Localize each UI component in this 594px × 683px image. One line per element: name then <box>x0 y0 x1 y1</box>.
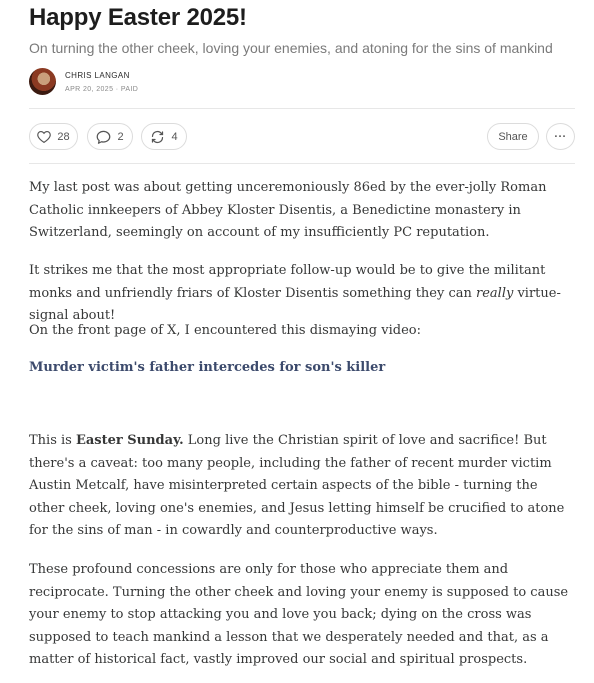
paragraph-4-bold: Easter Sunday. <box>75 433 184 448</box>
more-icon: ... <box>554 128 567 140</box>
avatar[interactable] <box>29 68 56 95</box>
paragraph-2-end: virtue-signal about! <box>29 285 561 323</box>
paragraph-2-emphasis: really <box>476 285 514 301</box>
divider-top <box>29 108 575 109</box>
author-name[interactable]: CHRIS LANGAN <box>65 71 130 80</box>
heart-icon <box>37 130 51 143</box>
paragraph-2 <box>29 260 575 328</box>
divider-bottom <box>29 163 575 164</box>
restack-icon <box>150 130 165 144</box>
share-button[interactable] <box>487 123 539 150</box>
post-meta <box>65 86 138 93</box>
comment-icon <box>96 130 111 144</box>
comment-button[interactable] <box>87 123 133 150</box>
comment-count: 2 <box>117 130 124 143</box>
like-count: 28 <box>57 130 70 143</box>
paragraph-4-end: Long live the Christian spirit of love and sacrifice! But there's a caveat: too many people, including the father of recent murder victim Austin Metcalf, have misinterpreted certain aspects of the bible - turning the other cheek, loving one's enemies, and Jesus letting himself be crucified to atone for the sins of man - in cowardly and counterproductive ways. <box>29 433 565 538</box>
like-button[interactable] <box>29 123 78 150</box>
paragraph-5: These profound concessions are only for those who appreciate them and reciprocate. Turning the other cheek and loving your enemy is supposed to cause your enemy to stop attacking you and love you back; dying on the cross was supposed to teach mankind a lesson that we desperately needed and that, as a matter of historical fact, vastly improved our social and spiritual prospects. <box>29 562 569 667</box>
video-link[interactable]: Murder victim's father intercedes for son's killer <box>29 360 386 375</box>
restack-button[interactable] <box>141 123 187 150</box>
share-label: Share <box>498 130 528 143</box>
restack-count: 4 <box>171 130 178 143</box>
byline <box>29 68 329 98</box>
paragraph-3: On the front page of X, I encountered this dismaying video: <box>29 323 421 338</box>
post-subtitle: On turning the other cheek, loving your enemies, and atoning for the sins of mankind <box>29 40 553 56</box>
paragraph-1: My last post was about getting unceremoniously 86ed by the ever-jolly Roman Catholic innkeepers of Abbey Kloster Disentis, a Benedictine monastery in Switzerland, seemingly on account of my insufficiently PC reputation. <box>29 180 547 240</box>
paragraph-4-text: This is <box>29 433 76 448</box>
paragraph-4 <box>29 430 575 543</box>
access-label: PAID <box>120 86 139 93</box>
post-date: APR 20, 2025 <box>65 86 114 93</box>
paragraph-2-text: It strikes me that the most appropriate follow-up would be to give the militant monks and unfriendly friars of Kloster Disentis something they can <box>29 263 546 301</box>
post-title: Happy Easter 2025! <box>29 4 247 31</box>
meta-separator: · <box>115 86 121 93</box>
more-options-button[interactable] <box>546 123 575 150</box>
